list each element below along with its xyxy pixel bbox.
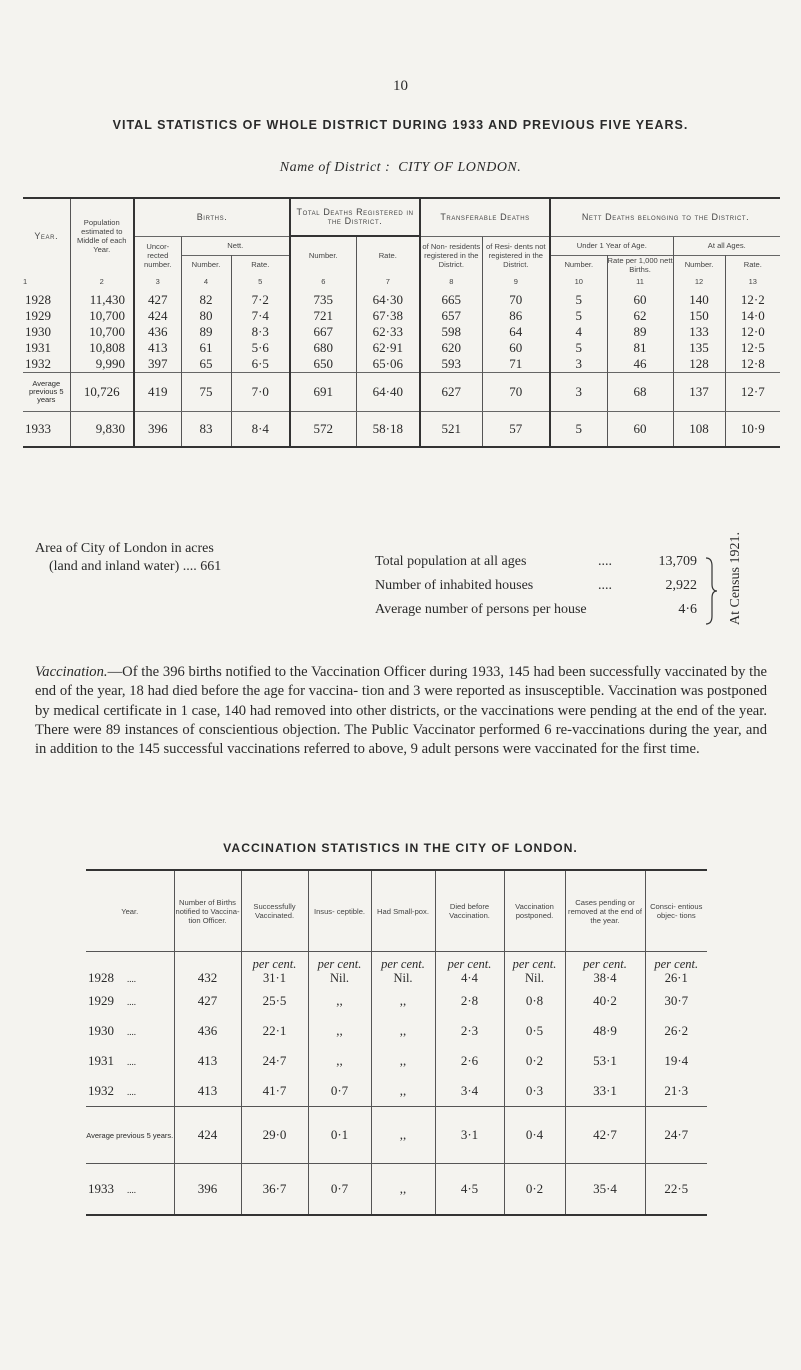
header-under-1-year: Under 1 Year of Age. — [550, 236, 673, 255]
cell-smallpox: ,, — [371, 1107, 435, 1164]
district-line — [0, 160, 801, 176]
header-nett-deaths: Nett Deaths belonging to the District. — [550, 198, 780, 236]
unit-cell: per cent. Nil. — [504, 952, 565, 987]
column-number: 4 — [181, 274, 231, 287]
cell-all-number: 150 — [673, 308, 725, 324]
cell-died: 3·4 — [435, 1076, 504, 1107]
vacc-header-insusceptible: Insus- ceptible. — [308, 870, 371, 952]
vaccination-table — [86, 869, 707, 1216]
cell-deaths-rate: 58·18 — [356, 411, 420, 447]
cell-infant-rate: 60 — [607, 287, 673, 308]
cell-postponed: 0·4 — [504, 1107, 565, 1164]
vital-statistics-table — [23, 197, 780, 448]
cell-residents-not-registered: 64 — [482, 324, 550, 340]
cell-population: 9,990 — [70, 356, 134, 373]
cell-infant-number: 3 — [550, 356, 607, 373]
cell-infant-rate: 68 — [607, 372, 673, 411]
cell-residents-not-registered: 86 — [482, 308, 550, 324]
column-number: 5 — [231, 274, 290, 287]
cell-uncorrected: 424 — [134, 308, 181, 324]
cell-nett-rate: 7·2 — [231, 287, 290, 308]
column-number: 9 — [482, 274, 550, 287]
population-stat-row — [375, 578, 705, 602]
cell-insus: ,, — [308, 1016, 371, 1046]
cell-nett-rate: 7·0 — [231, 372, 290, 411]
row-year: 1930 — [25, 323, 51, 339]
cell-non-residents: 593 — [420, 356, 482, 373]
cell-insus: ,, — [308, 1046, 371, 1076]
population-stat-value: 4·6 — [678, 602, 697, 617]
cell-infant-number: 5 — [550, 340, 607, 356]
population-stats — [375, 554, 705, 626]
district-name: CITY OF LONDON. — [398, 160, 522, 175]
percent-unit: per cent. — [512, 957, 557, 971]
column-number: 2 — [70, 274, 134, 287]
unit-cell: per cent. 38·4 — [565, 952, 645, 987]
cell-nett-rate: 7·4 — [231, 308, 290, 324]
header-residents-not-registered: of Resi- dents not registered in the District. — [482, 236, 550, 274]
percent-unit: per cent. — [583, 957, 627, 971]
cell-nett-rate: 8·4 — [231, 411, 290, 447]
cell-non-residents: 521 — [420, 411, 482, 447]
cell-all-rate: 12·5 — [725, 340, 780, 356]
percent-unit: per cent. — [447, 957, 492, 971]
cell-residents-not-registered: 60 — [482, 340, 550, 356]
vacc-header-year: Year. — [86, 870, 174, 952]
row-year: 1928 .... — [88, 970, 136, 985]
cell-uncorrected: 436 — [134, 324, 181, 340]
page-title: VITAL STATISTICS OF WHOLE DISTRICT DURING 1933 AND PREVIOUS FIVE YEARS. — [112, 118, 689, 132]
vaccination-paragraph — [35, 663, 767, 759]
cell-nett-number: 65 — [181, 356, 231, 373]
vaccination-lead: Vaccination. — [35, 664, 108, 680]
cell-all-number: 137 — [673, 372, 725, 411]
cell-success: 36·7 — [241, 1164, 308, 1216]
row-year: 1932 — [25, 355, 51, 371]
column-number: 1 — [23, 276, 28, 286]
header-births: Births. — [134, 198, 290, 236]
area-line-2: (land and inland water) .... 661 — [49, 559, 222, 574]
cell-postponed: 0·2 — [504, 1046, 565, 1076]
row-average-label: Average previous 5 years — [23, 372, 70, 411]
row-year: 1928 — [25, 291, 51, 307]
cell-all-number: 135 — [673, 340, 725, 356]
page-number: 10 — [393, 78, 408, 94]
header-nett-number: Number. — [181, 255, 231, 274]
cell-objections: 30·7 — [645, 986, 707, 1016]
cell-deaths-rate: 65·06 — [356, 356, 420, 373]
header-all-ages: At all Ages. — [673, 236, 780, 255]
cell-all-rate: 10·9 — [725, 411, 780, 447]
cell-insus: ,, — [308, 986, 371, 1016]
cell-non-residents: 620 — [420, 340, 482, 356]
cell-deaths-number: 691 — [290, 372, 356, 411]
cell-died: 3·1 — [435, 1107, 504, 1164]
cell-died: 2·3 — [435, 1016, 504, 1046]
header-infant-rate: Rate per 1,000 nett Births. — [607, 255, 673, 274]
cell-nett-rate: 8·3 — [231, 324, 290, 340]
header-total-deaths: Total Deaths Registered in the District. — [290, 198, 420, 236]
header-uncorrected: Uncor- rected number. — [134, 236, 181, 274]
cell-died: 2·6 — [435, 1046, 504, 1076]
cell-nett-number: 83 — [181, 411, 231, 447]
cell-smallpox: ,, — [371, 986, 435, 1016]
cell-deaths-rate: 67·38 — [356, 308, 420, 324]
cell-pending: 53·1 — [565, 1046, 645, 1076]
cell-uncorrected: 419 — [134, 372, 181, 411]
cell-deaths-rate: 62·91 — [356, 340, 420, 356]
cell-objections: 22·5 — [645, 1164, 707, 1216]
unit-cell: per cent. 26·1 — [645, 952, 707, 987]
percent-unit: per cent. — [654, 957, 699, 971]
header-year: Year. — [34, 230, 59, 241]
census-note-text: At Census 1921. — [728, 532, 743, 625]
cell-deaths-number: 572 — [290, 411, 356, 447]
table-row — [86, 986, 707, 1016]
cell-pending: 40·2 — [565, 986, 645, 1016]
row-year: 1931 .... — [88, 1053, 136, 1068]
cell-infant-number: 5 — [550, 308, 607, 324]
column-number: 7 — [356, 274, 420, 287]
column-number: 8 — [420, 274, 482, 287]
row-year: 1929 — [25, 307, 51, 323]
header-deaths-rate: Rate. — [356, 236, 420, 274]
cell-births: 396 — [174, 1164, 241, 1216]
header-all-rate: Rate. — [725, 255, 780, 274]
cell-infant-rate: 62 — [607, 308, 673, 324]
unit-cell: per cent. 4·4 — [435, 952, 504, 987]
cell-died: 2·8 — [435, 986, 504, 1016]
cell-success: 29·0 — [241, 1107, 308, 1164]
header-nett-rate: Rate. — [231, 255, 290, 274]
cell-births: 413 — [174, 1076, 241, 1107]
cell-births: 427 — [174, 986, 241, 1016]
cell-pending: 35·4 — [565, 1164, 645, 1216]
vacc-header-postponed: Vaccination postponed. — [504, 870, 565, 952]
cell-population: 10,700 — [70, 308, 134, 324]
cell-objections: 24·7 — [645, 1107, 707, 1164]
population-stat-dots: .... — [598, 578, 612, 593]
cell-pending: 42·7 — [565, 1107, 645, 1164]
area-value: 661 — [200, 559, 222, 574]
cell-postponed: 0·3 — [504, 1076, 565, 1107]
cell-population: 10,700 — [70, 324, 134, 340]
cell-deaths-number: 680 — [290, 340, 356, 356]
row-year: 1933 — [25, 420, 51, 436]
cell-nett-number: 75 — [181, 372, 231, 411]
cell-all-number: 108 — [673, 411, 725, 447]
cell-infant-number: 5 — [550, 411, 607, 447]
cell-residents-not-registered: 70 — [482, 287, 550, 308]
column-number: 6 — [290, 274, 356, 287]
area-label — [35, 540, 221, 576]
percent-unit: per cent. — [381, 957, 425, 971]
cell-insus: 0·7 — [308, 1164, 371, 1216]
table-row — [23, 324, 780, 340]
column-number: 11 — [607, 274, 673, 287]
cell-uncorrected: 427 — [134, 287, 181, 308]
population-stat-row — [375, 602, 705, 626]
cell-deaths-number: 667 — [290, 324, 356, 340]
cell-uncorrected: 397 — [134, 356, 181, 373]
cell-births: 424 — [174, 1107, 241, 1164]
cell-all-rate: 12·0 — [725, 324, 780, 340]
cell-population: 10,808 — [70, 340, 134, 356]
cell-pending: 48·9 — [565, 1016, 645, 1046]
cell-postponed: 0·5 — [504, 1016, 565, 1046]
population-stat-dots: .... — [598, 554, 612, 569]
cell-residents-not-registered: 57 — [482, 411, 550, 447]
cell-population: 9,830 — [70, 411, 134, 447]
cell-all-rate: 12·2 — [725, 287, 780, 308]
cell-infant-rate: 46 — [607, 356, 673, 373]
cell-non-residents: 598 — [420, 324, 482, 340]
cell-infant-rate: 60 — [607, 411, 673, 447]
column-number: 12 — [673, 274, 725, 287]
unit-cell: per cent. 31·1 — [241, 952, 308, 987]
row-year: 1931 — [25, 339, 51, 355]
cell-smallpox: ,, — [371, 1016, 435, 1046]
cell-insus: 0·7 — [308, 1076, 371, 1107]
cell-success: 22·1 — [241, 1016, 308, 1046]
column-number: 13 — [725, 274, 780, 287]
vacc-header-pending-removed: Cases pending or removed at the end of the year. — [565, 870, 645, 952]
district-label: Name of District : — [279, 160, 391, 175]
cell-postponed: 0·2 — [504, 1164, 565, 1216]
cell-deaths-number: 721 — [290, 308, 356, 324]
cell-all-number: 128 — [673, 356, 725, 373]
census-note — [716, 532, 756, 625]
cell-smallpox: ,, — [371, 1046, 435, 1076]
cell-insus: 0·1 — [308, 1107, 371, 1164]
header-deaths-number: Number. — [290, 236, 356, 274]
header-transferable-deaths: Transferable Deaths — [420, 198, 550, 236]
cell-objections: 19·4 — [645, 1046, 707, 1076]
cell-success: 41·7 — [241, 1076, 308, 1107]
vacc-header-births-notified: Number of Births notified to Vaccina- tion Officer. — [174, 870, 241, 952]
cell-nett-rate: 5·6 — [231, 340, 290, 356]
column-number: 10 — [550, 274, 607, 287]
cell-infant-number: 5 — [550, 287, 607, 308]
row-year: 1930 .... — [88, 1023, 136, 1038]
cell-population: 11,430 — [70, 287, 134, 308]
cell-uncorrected: 413 — [134, 340, 181, 356]
cell-population: 10,726 — [70, 372, 134, 411]
cell-smallpox: ,, — [371, 1076, 435, 1107]
header-non-residents: of Non- residents registered in the District. — [420, 236, 482, 274]
cell-smallpox: ,, — [371, 1164, 435, 1216]
cell-deaths-rate: 64·30 — [356, 287, 420, 308]
cell-nett-number: 80 — [181, 308, 231, 324]
table-row — [23, 372, 780, 411]
vaccination-title: VACCINATION STATISTICS IN THE CITY OF LONDON. — [223, 841, 578, 855]
header-all-number: Number. — [673, 255, 725, 274]
row-year: 1932 .... — [88, 1083, 136, 1098]
cell-pending: 33·1 — [565, 1076, 645, 1107]
cell-objections: 21·3 — [645, 1076, 707, 1107]
population-stat-value: 2,922 — [665, 578, 697, 593]
cell-success: 25·5 — [241, 986, 308, 1016]
cell-births: 432 — [174, 952, 241, 987]
cell-births: 413 — [174, 1046, 241, 1076]
population-stat-row — [375, 554, 705, 578]
vacc-header-successfully-vaccinated: Successfully Vaccinated. — [241, 870, 308, 952]
cell-all-rate: 12·8 — [725, 356, 780, 373]
cell-nett-rate: 6·5 — [231, 356, 290, 373]
cell-all-rate: 12·7 — [725, 372, 780, 411]
cell-uncorrected: 396 — [134, 411, 181, 447]
cell-died: 4·5 — [435, 1164, 504, 1216]
percent-unit: per cent. — [252, 957, 297, 971]
population-stat-value: 13,709 — [658, 554, 697, 569]
cell-deaths-number: 735 — [290, 287, 356, 308]
cell-infant-rate: 89 — [607, 324, 673, 340]
header-infant-number: Number. — [550, 255, 607, 274]
table-row — [86, 1016, 707, 1046]
cell-deaths-rate: 64·40 — [356, 372, 420, 411]
table-row — [86, 952, 707, 987]
percent-unit: per cent. — [317, 957, 362, 971]
cell-non-residents: 627 — [420, 372, 482, 411]
column-number: 3 — [134, 274, 181, 287]
row-year: 1929 .... — [88, 993, 136, 1008]
cell-deaths-number: 650 — [290, 356, 356, 373]
cell-non-residents: 665 — [420, 287, 482, 308]
cell-infant-number: 4 — [550, 324, 607, 340]
table-row — [86, 1164, 707, 1216]
header-population: Population estimated to Middle of each Year. — [70, 198, 134, 274]
cell-nett-number: 61 — [181, 340, 231, 356]
cell-postponed: 0·8 — [504, 986, 565, 1016]
unit-cell: per cent. Nil. — [371, 952, 435, 987]
row-average-label: Average previous 5 years. — [86, 1107, 174, 1164]
table-row — [23, 411, 780, 447]
cell-residents-not-registered: 70 — [482, 372, 550, 411]
unit-cell: per cent. Nil. — [308, 952, 371, 987]
vacc-header-objections: Consci- entious objec- tions — [645, 870, 707, 952]
cell-births: 436 — [174, 1016, 241, 1046]
population-stat-label: Average number of persons per house — [375, 602, 587, 617]
vacc-header-died-before: Died before Vaccination. — [435, 870, 504, 952]
population-stat-label: Number of inhabited houses — [375, 578, 534, 593]
cell-objections: 26·2 — [645, 1016, 707, 1046]
table-row — [86, 1107, 707, 1164]
cell-success: 24·7 — [241, 1046, 308, 1076]
table-row — [86, 1046, 707, 1076]
cell-residents-not-registered: 71 — [482, 356, 550, 373]
cell-infant-rate: 81 — [607, 340, 673, 356]
table-row — [23, 340, 780, 356]
cell-infant-number: 3 — [550, 372, 607, 411]
table-row — [23, 356, 780, 373]
vaccination-text: —Of the 396 births notified to the Vaccination Officer during 1933, 145 had been successfully vaccinated by the end of the year, 18 had died before the age for vaccina- tion and 3 were reported as insusceptible. Vaccination was postponed by medical certificate in 1 case, 140 had removed into other districts, or the vaccinations were pending at the end of the year. There were 89 instances of conscientious objection. The Public Vaccinator performed 6 re-vaccinations during the year, and in addition to the 145 successful vaccinations referred to above, 9 adult persons were vaccinated for the first time. — [35, 664, 767, 758]
table-row — [23, 308, 780, 324]
header-nett: Nett. — [181, 236, 290, 255]
cell-deaths-rate: 62·33 — [356, 324, 420, 340]
cell-all-number: 140 — [673, 287, 725, 308]
row-year: 1933 .... — [88, 1181, 136, 1196]
area-line-1: Area of City of London in acres — [35, 541, 214, 556]
cell-all-number: 133 — [673, 324, 725, 340]
population-stat-label: Total population at all ages — [375, 554, 527, 569]
table-row — [86, 1076, 707, 1107]
vacc-header-had-smallpox: Had Small-pox. — [371, 870, 435, 952]
cell-all-rate: 14·0 — [725, 308, 780, 324]
cell-nett-number: 82 — [181, 287, 231, 308]
cell-nett-number: 89 — [181, 324, 231, 340]
table-row — [23, 287, 780, 308]
cell-non-residents: 657 — [420, 308, 482, 324]
